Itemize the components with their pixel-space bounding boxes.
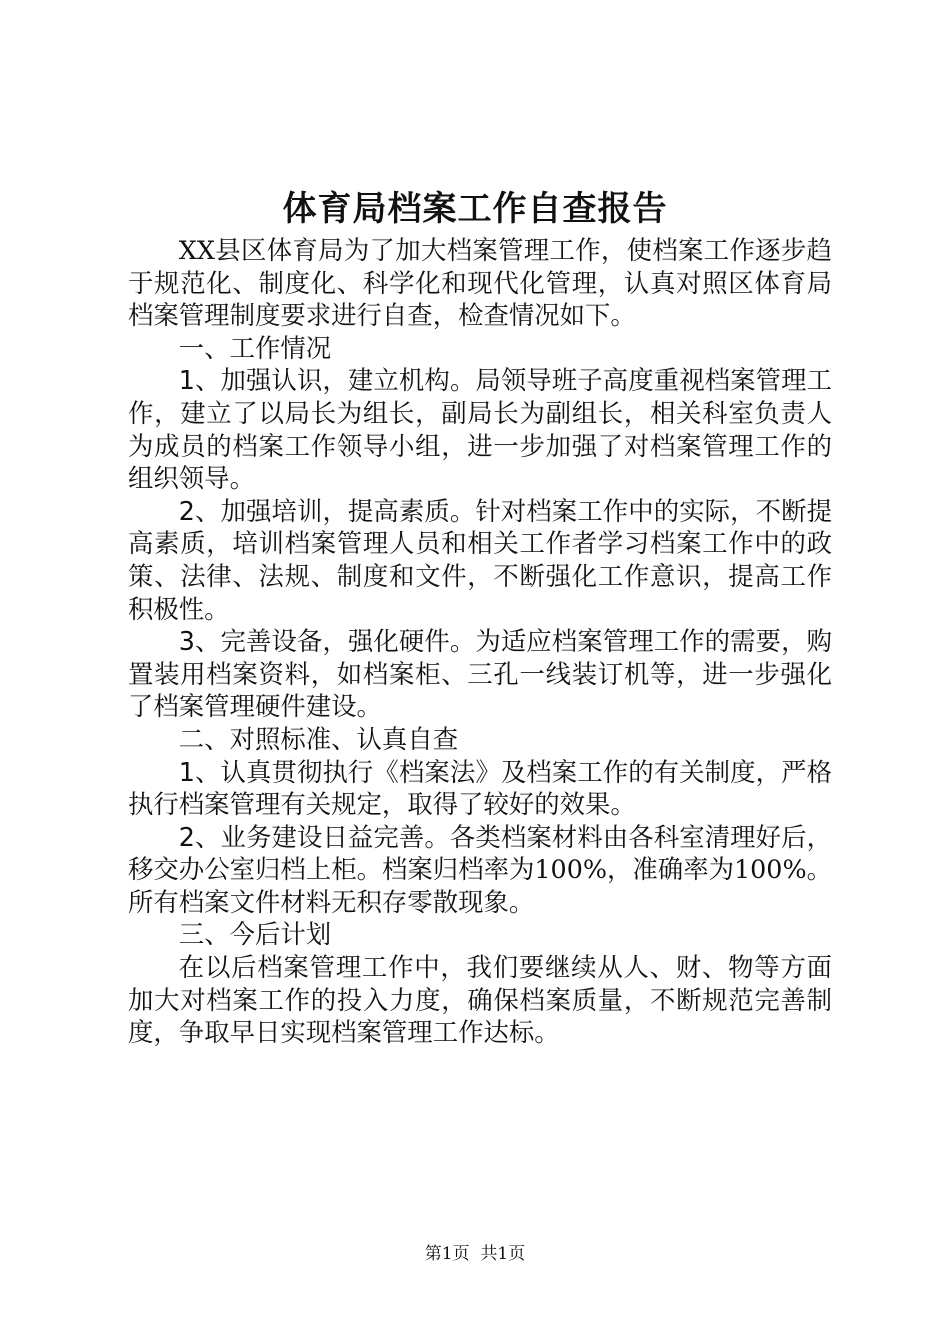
intro-paragraph: XX县区体育局为了加大档案管理工作，使档案工作逐步趋于规范化、制度化、科学化和现代化管理，认真对照区体育局档案管理制度要求进行自查，检查情况如下。 — [128, 235, 832, 331]
page-number-footer: 第1页 共1页 — [424, 1244, 526, 1264]
section-heading-work-status: 一、工作情况 — [178, 332, 332, 363]
section-heading-self-check: 二、对照标准、认真自查 — [178, 723, 459, 754]
work-item-1 — [128, 364, 832, 494]
self-check-item-1: 1、认真贯彻执行《档案法》及档案工作的有关制度，严格执行档案管理有关规定，取得了较好的效果。 — [128, 756, 832, 820]
work-item-3-lead: 3、完善设备，强化硬件。 — [178, 626, 476, 657]
self-check-item-2 — [128, 821, 832, 919]
work-item-2-lead: 2、加强培训，提高素质。 — [178, 495, 476, 526]
future-plan-paragraph: 在以后档案管理工作中，我们要继续从人、财、物等方面加大对档案工作的投入力度，确保档案质量，不断规范完善制度，争取早日实现档案管理工作达标。 — [128, 952, 832, 1048]
work-item-2 — [128, 495, 832, 625]
work-item-3-text: 为适应档案管理工作的需要，购置装用档案资料，如档案柜、三孔一线装订机等，进一步强化了档案管理硬件建设。 — [128, 626, 832, 722]
work-item-2-text: 针对档案工作中的实际，不断提高素质，培训档案管理人员和相关工作者学习档案工作中的政策、法律、法规、制度和文件，不断强化工作意识，提高工作积极性。 — [128, 495, 832, 624]
document-title: 体育局档案工作自查报告 — [282, 189, 668, 229]
work-item-1-text: 局领导班子高度重视档案管理工作，建立了以局长为组长，副局长为副组长，相关科室负责人为成员的档案工作领导小组，进一步加强了对档案管理工作的组织领导。 — [128, 365, 832, 494]
self-check-item-2-lead: 2、业务建设日益完善。 — [178, 821, 450, 852]
work-item-1-lead: 1、加强认识，建立机构。 — [178, 365, 476, 396]
document-body — [128, 234, 832, 1049]
section-heading-future-plan: 三、今后计划 — [178, 919, 332, 950]
self-check-item-2-text: 各类档案材料由各科室清理好后，移交办公室归档上柜。档案归档率为100%，准确率为100%。所有档案文件材料无积存零散现象。 — [128, 821, 833, 917]
work-item-3 — [128, 625, 832, 723]
